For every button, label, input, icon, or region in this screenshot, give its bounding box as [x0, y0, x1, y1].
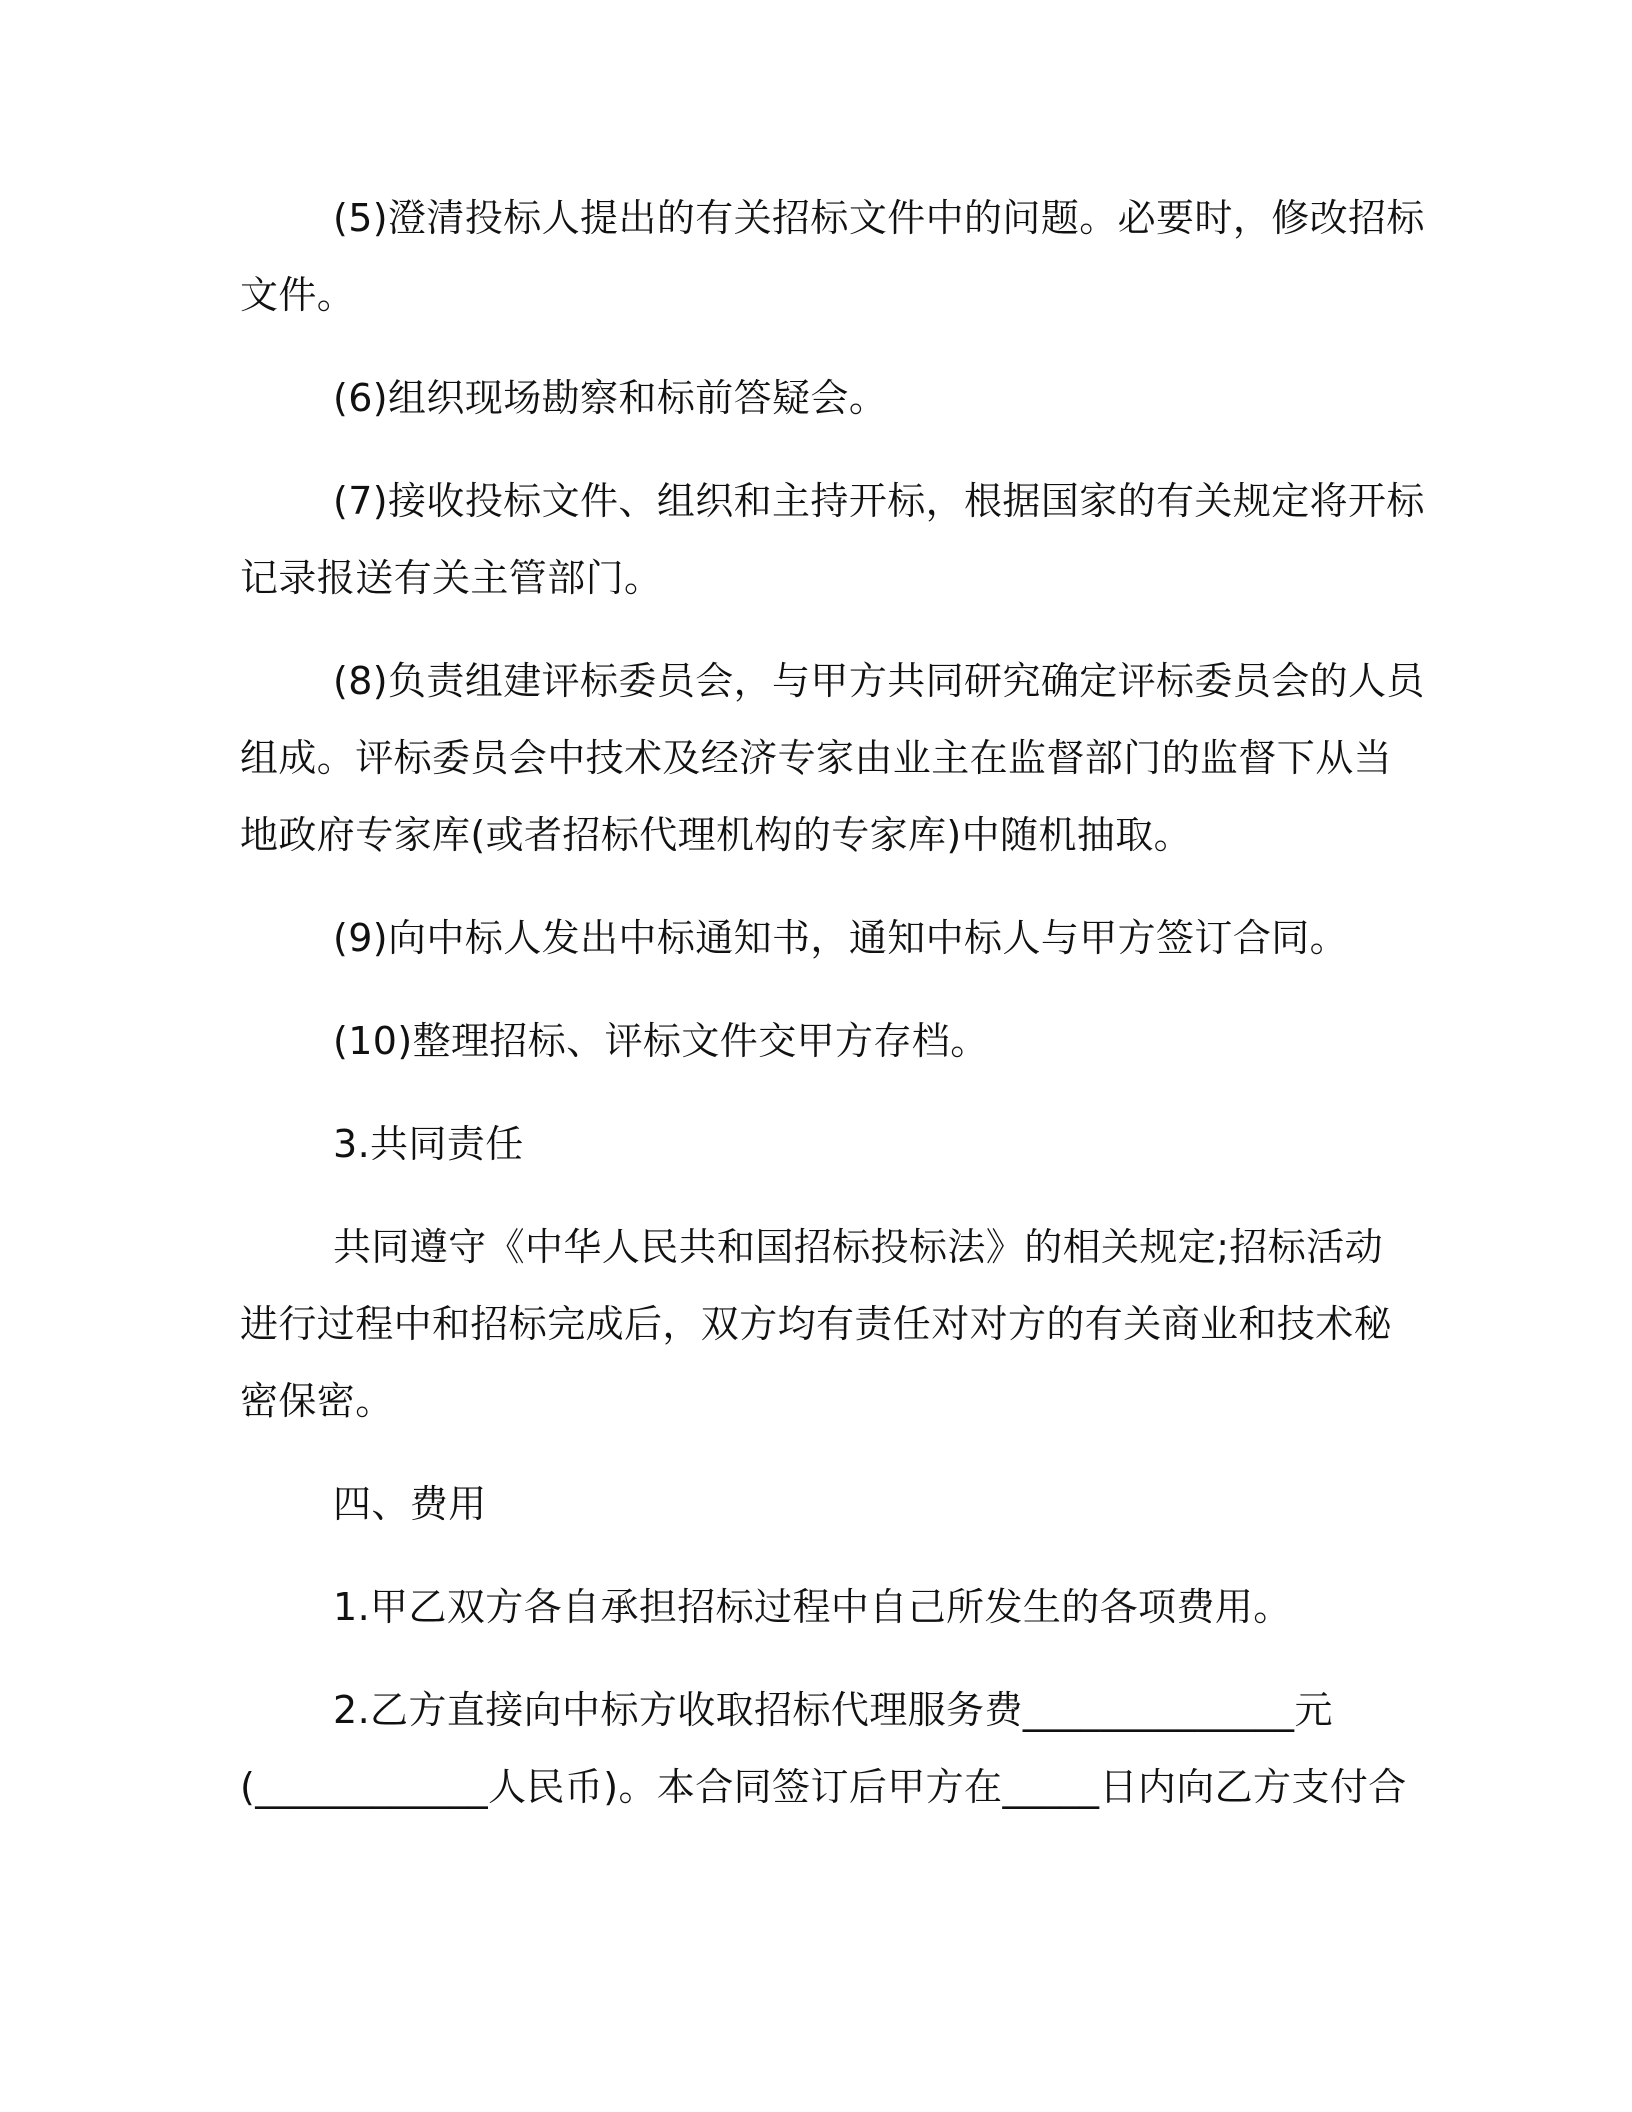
joint-responsibility-line-1: 共同遵守《中华人民共和国招标投标法》的相关规定;招标活动	[333, 1225, 1384, 1269]
paragraph-6: (6)组织现场勘察和标前答疑会。	[333, 376, 888, 420]
section-heading-joint-responsibility: 3.共同责任	[333, 1122, 524, 1166]
paragraph-9: (9)向中标人发出中标通知书，通知中标人与甲方签订合同。	[333, 916, 1349, 960]
paragraph-8-line-2: 组成。评标委员会中技术及经济专家由业主在监督部门的监督下从当	[240, 736, 1393, 780]
fees-item-1: 1.甲乙双方各自承担招标过程中自己所发生的各项费用。	[333, 1585, 1292, 1629]
paragraph-5-line-2: 文件。	[240, 273, 356, 317]
fees-item-2-line-2: (____________人民币)。本合同签订后甲方在_____日内向乙方支付合	[240, 1765, 1407, 1809]
paragraph-5-line-1: (5)澄清投标人提出的有关招标文件中的问题。必要时，修改招标	[333, 196, 1425, 240]
fees-item-2-line-1: 2.乙方直接向中标方收取招标代理服务费______________元	[333, 1688, 1333, 1732]
joint-responsibility-line-3: 密保密。	[240, 1379, 394, 1423]
joint-responsibility-line-2: 进行过程中和招标完成后，双方均有责任对对方的有关商业和技术秘	[240, 1302, 1393, 1346]
paragraph-8-line-1: (8)负责组建评标委员会，与甲方共同研究确定评标委员会的人员	[333, 659, 1425, 703]
paragraph-7-line-1: (7)接收投标文件、组织和主持开标，根据国家的有关规定将开标	[333, 479, 1425, 523]
paragraph-7-line-2: 记录报送有关主管部门。	[240, 556, 663, 600]
paragraph-8-line-3: 地政府专家库(或者招标代理机构的专家库)中随机抽取。	[240, 813, 1193, 857]
section-heading-fees: 四、费用	[333, 1482, 487, 1526]
paragraph-10: (10)整理招标、评标文件交甲方存档。	[333, 1019, 989, 1063]
